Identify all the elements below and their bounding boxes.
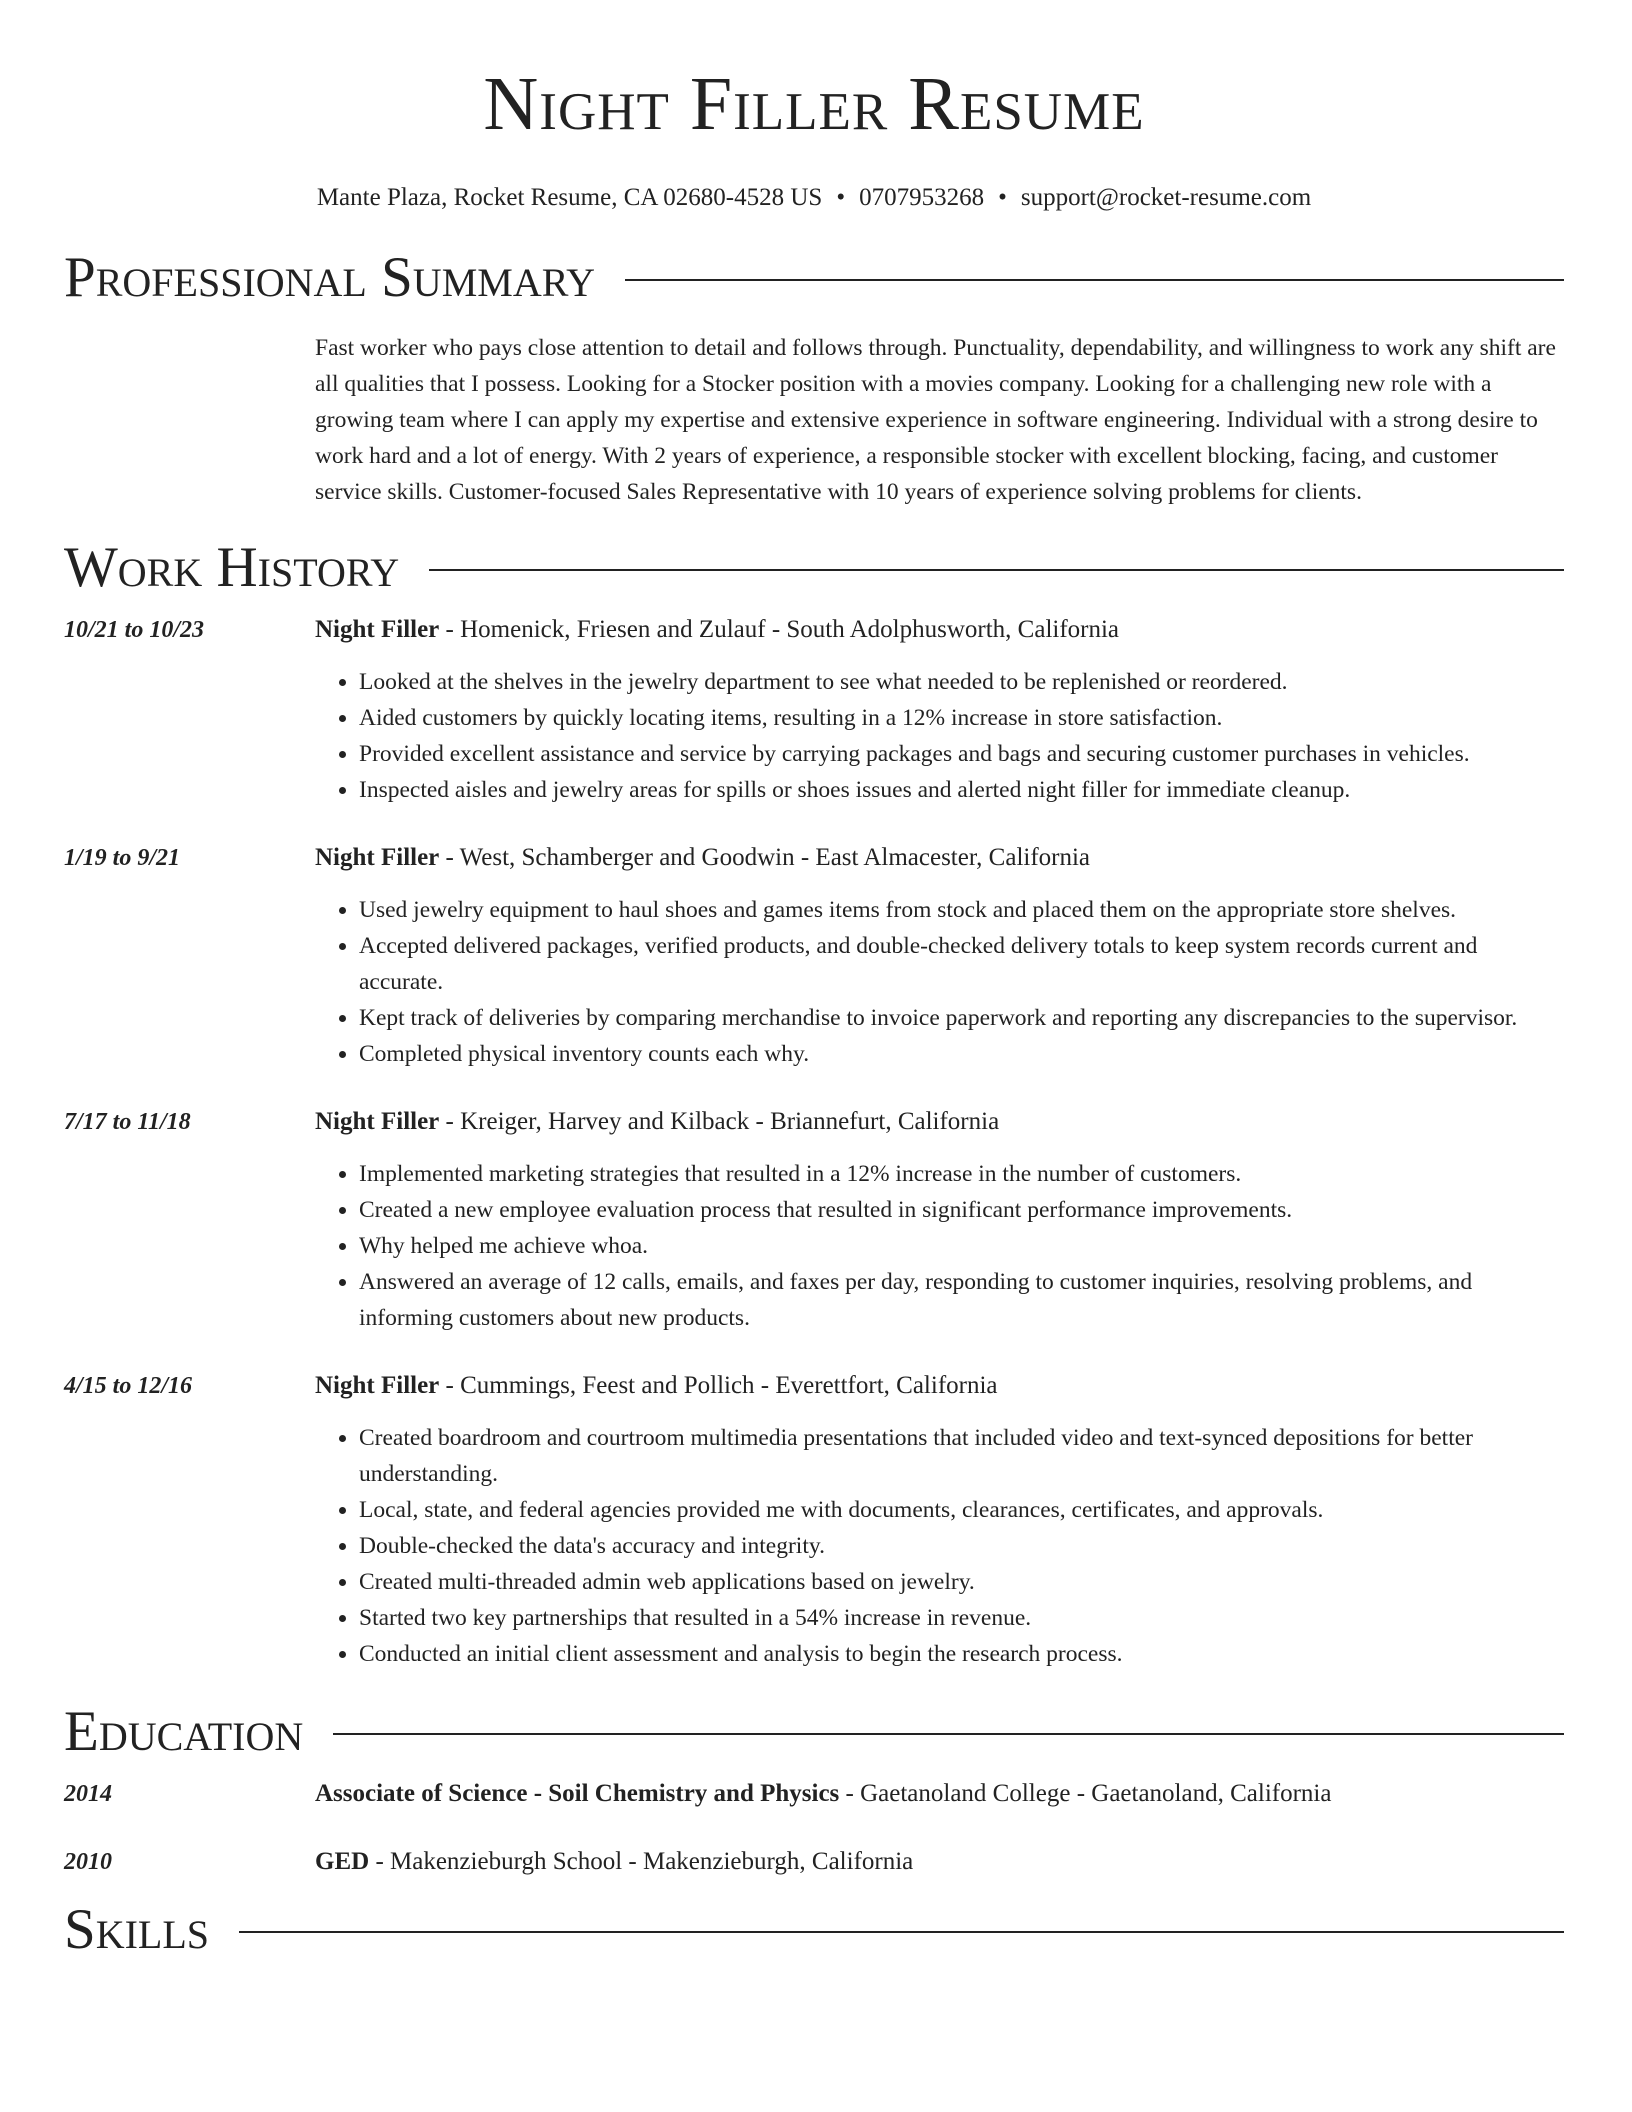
job-entry	[64, 1368, 1564, 1672]
education-title	[315, 1844, 1564, 1880]
education-degree: GED	[315, 1848, 370, 1875]
work-history-list	[64, 612, 1564, 1672]
education-body	[315, 1844, 1564, 1880]
job-details: - West, Schamberger and Goodwin - East Almacester, California	[439, 844, 1091, 871]
job-bullet: • Conducted an initial client assessment and analysis to begin the research process.	[359, 1636, 1564, 1672]
job-entry	[64, 1104, 1564, 1336]
education-title	[315, 1776, 1564, 1812]
job-bullet: • Started two key partnerships that resulted in a 54% increase in revenue.	[359, 1600, 1564, 1636]
section-divider	[625, 279, 1564, 281]
contact-separator: •	[998, 184, 1007, 211]
contact-email[interactable]: support@rocket-resume.com	[1020, 184, 1312, 211]
job-dates: 7/17 to 11/18	[64, 1109, 191, 1135]
education-section-header	[64, 1698, 1564, 1766]
job-body	[315, 1104, 1564, 1336]
resume-name: Night Filler Resume	[483, 62, 1145, 146]
job-bullets	[315, 1420, 1564, 1672]
job-details: - Homenick, Friesen and Zulauf - South Adolphusworth, California	[439, 616, 1120, 643]
job-bullet: • Created multi-threaded admin web applications based on jewelry.	[359, 1564, 1564, 1600]
job-bullet: • Inspected aisles and jewelry areas for spills or shoes issues and alerted night filler for immediate cleanup.	[359, 772, 1564, 808]
contact-phone: 0707953268	[859, 184, 985, 211]
job-role: Night Filler	[315, 1372, 440, 1399]
job-bullet: • Double-checked the data's accuracy and integrity.	[359, 1528, 1564, 1564]
work-section-title: Work History	[64, 536, 400, 599]
section-divider	[429, 569, 1564, 571]
job-bullets	[315, 892, 1564, 1072]
education-list	[64, 1776, 1564, 1880]
job-bullet: • Completed physical inventory counts each why.	[359, 1036, 1564, 1072]
job-dates: 1/19 to 9/21	[64, 845, 181, 871]
education-degree: Associate of Science - Soil Chemistry and Physics	[315, 1780, 840, 1807]
job-role: Night Filler	[315, 844, 440, 871]
education-entry	[64, 1844, 1564, 1880]
job-title	[315, 840, 1564, 876]
job-details: - Kreiger, Harvey and Kilback - Briannefurt, California	[439, 1108, 1000, 1135]
job-bullet: • Created boardroom and courtroom multimedia presentations that included video and text-synced depositions for better understanding.	[359, 1420, 1564, 1492]
education-details: - Gaetanoland College - Gaetanoland, California	[839, 1780, 1332, 1807]
contact-address: Mante Plaza, Rocket Resume, CA 02680-4528 US	[316, 184, 823, 211]
job-bullets	[315, 664, 1564, 808]
education-year: 2014	[64, 1781, 112, 1807]
job-body	[315, 840, 1564, 1072]
job-bullet: • Why helped me achieve whoa.	[359, 1228, 1564, 1264]
job-title	[315, 1368, 1564, 1404]
summary-section-header	[64, 244, 1564, 312]
job-bullet: • Accepted delivered packages, verified products, and double-checked delivery totals to keep system records current and accurate.	[359, 928, 1564, 1000]
job-bullet: • Local, state, and federal agencies provided me with documents, clearances, certificates, and approvals.	[359, 1492, 1564, 1528]
work-section-header	[64, 534, 1564, 602]
education-section-title: Education	[64, 1700, 304, 1763]
job-title	[315, 612, 1564, 648]
education-body	[315, 1776, 1564, 1812]
job-dates: 10/21 to 10/23	[64, 617, 205, 643]
job-body	[315, 612, 1564, 808]
job-bullet: • Created a new employee evaluation process that resulted in significant performance improvements.	[359, 1192, 1564, 1228]
skills-section-header	[64, 1896, 1564, 1964]
job-bullet: • Answered an average of 12 calls, emails, and faxes per day, responding to customer inquiries, resolving problems, and informing customers about new products.	[359, 1264, 1564, 1336]
contact-separator: •	[836, 184, 846, 211]
job-title	[315, 1104, 1564, 1140]
job-bullets	[315, 1156, 1564, 1336]
summary-section-title: Professional Summary	[64, 246, 596, 309]
skills-section-title: Skills	[64, 1898, 210, 1961]
job-bullet: • Kept track of deliveries by comparing merchandise to invoice paperwork and reporting any discrepancies to the supervisor.	[359, 1000, 1564, 1036]
education-entry	[64, 1776, 1564, 1812]
contact-line	[64, 182, 1564, 214]
job-entry	[64, 840, 1564, 1072]
section-divider	[333, 1733, 1564, 1735]
job-bullet: • Looked at the shelves in the jewelry department to see what needed to be replenished or reordered.	[359, 664, 1564, 700]
summary-text: Fast worker who pays close attention to detail and follows through. Punctuality, dependability, and willingness to work any shift are all qualities that I possess. Looking for a Stocker position with a movies company. Looking for a challenging new role with a growing team where I can apply my expertise and extensive experience in software engineering. Individual with a strong desire to work hard and a lot of energy. With 2 years of experience, a responsible stocker with excellent blocking, facing, and customer service skills. Customer-focused Sales Representative with 10 years of experience solving problems for clients.	[315, 335, 1556, 505]
section-divider	[239, 1931, 1564, 1933]
job-bullet: • Aided customers by quickly locating items, resulting in a 12% increase in store satisfaction.	[359, 700, 1564, 736]
job-bullet: • Implemented marketing strategies that resulted in a 12% increase in the number of customers.	[359, 1156, 1564, 1192]
job-dates: 4/15 to 12/16	[64, 1373, 193, 1399]
job-details: - Cummings, Feest and Pollich - Everettfort, California	[439, 1372, 998, 1399]
job-bullet: • Provided excellent assistance and service by carrying packages and bags and securing customer purchases in vehicles.	[359, 736, 1564, 772]
job-role: Night Filler	[315, 1108, 440, 1135]
job-role: Night Filler	[315, 616, 440, 643]
job-bullet: • Used jewelry equipment to haul shoes and games items from stock and placed them on the appropriate store shelves.	[359, 892, 1564, 928]
job-entry	[64, 612, 1564, 808]
job-body	[315, 1368, 1564, 1672]
education-year: 2010	[64, 1849, 112, 1875]
education-details: - Makenzieburgh School - Makenzieburgh, California	[369, 1848, 914, 1875]
